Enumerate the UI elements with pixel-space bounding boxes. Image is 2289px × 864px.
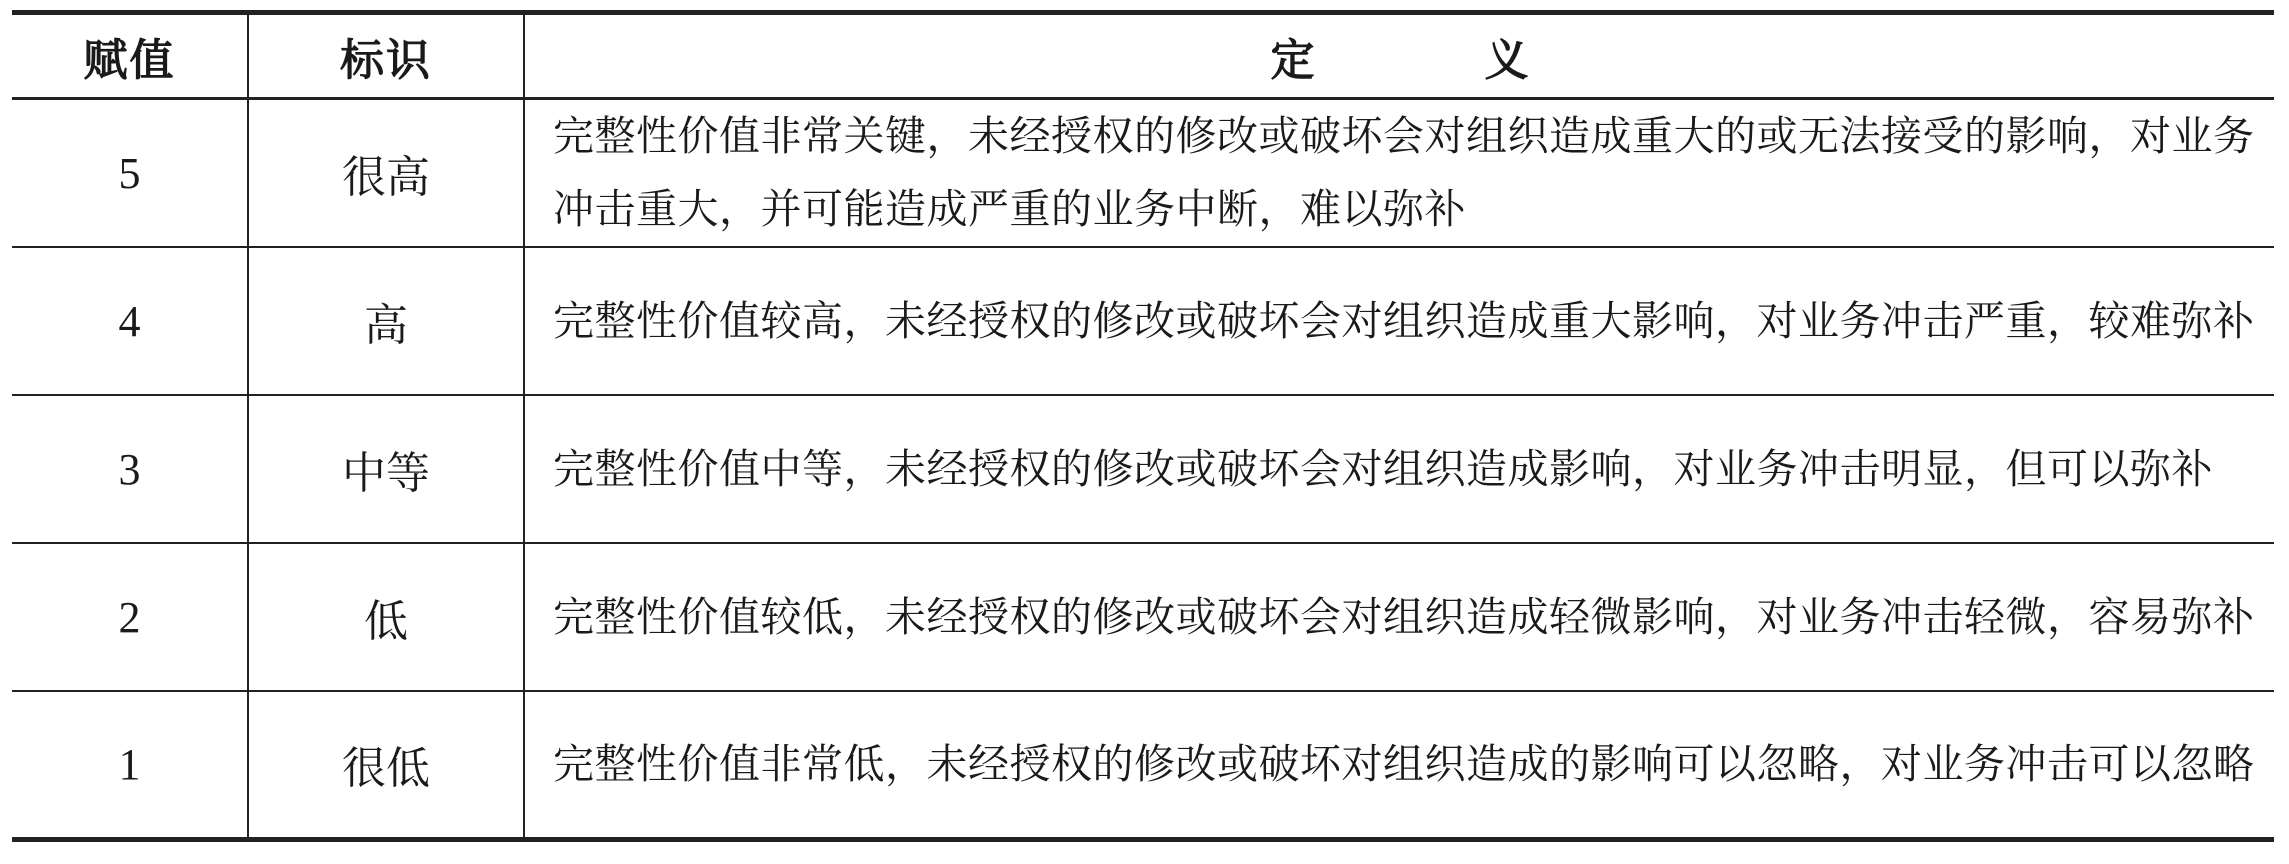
header-row [12, 13, 2274, 99]
row-value: 4 [12, 247, 248, 395]
table-header [12, 13, 2274, 99]
integrity-rating-table [12, 10, 2274, 842]
row-definition: 完整性价值非常低，未经授权的修改或破坏对组织造成的影响可以忽略，对业务冲击可以忽略 [524, 691, 2274, 839]
table-row [12, 691, 2274, 839]
row-value: 3 [12, 395, 248, 543]
table-row [12, 247, 2274, 395]
row-label: 低 [248, 543, 524, 691]
row-label: 高 [248, 247, 524, 395]
row-label: 很低 [248, 691, 524, 839]
table-row [12, 99, 2274, 248]
table-body [12, 99, 2274, 840]
row-value: 1 [12, 691, 248, 839]
row-label: 中等 [248, 395, 524, 543]
header-label: 标识 [248, 13, 524, 99]
integrity-rating-table-container [12, 10, 2274, 842]
row-definition: 完整性价值非常关键，未经授权的修改或破坏会对组织造成重大的或无法接受的影响，对业务冲击重大，并可能造成严重的业务中断，难以弥补 [524, 99, 2274, 248]
table-row [12, 395, 2274, 543]
row-value: 2 [12, 543, 248, 691]
row-value: 5 [12, 99, 248, 248]
row-definition: 完整性价值中等，未经授权的修改或破坏会对组织造成影响，对业务冲击明显，但可以弥补 [524, 395, 2274, 543]
row-label: 很高 [248, 99, 524, 248]
row-definition: 完整性价值较高，未经授权的修改或破坏会对组织造成重大影响，对业务冲击严重，较难弥补 [524, 247, 2274, 395]
table-row [12, 543, 2274, 691]
header-definition: 定义 [524, 13, 2274, 99]
row-definition: 完整性价值较低，未经授权的修改或破坏会对组织造成轻微影响，对业务冲击轻微，容易弥补 [524, 543, 2274, 691]
header-value: 赋值 [12, 13, 248, 99]
